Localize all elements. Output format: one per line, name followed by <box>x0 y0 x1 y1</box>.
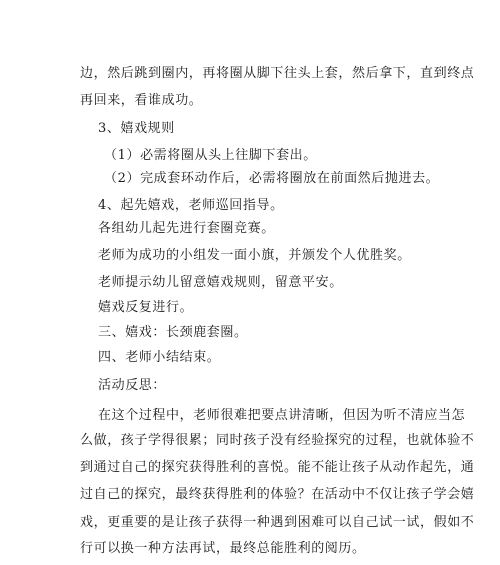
text-line: 嬉戏反复进行。 <box>98 300 194 315</box>
rule-item: （1）必需将圈从头上往脚下套出。 <box>104 148 317 163</box>
section-heading: 4、起先嬉戏，老师巡回指导。 <box>98 198 284 213</box>
text-line: 再回来，看谁成功。 <box>80 93 203 108</box>
text-line: 老师为成功的小组发一面小旗，并颁发个人优胜奖。 <box>98 248 411 263</box>
section-heading: 活动反思： <box>98 378 167 393</box>
section-heading: 三、嬉戏：长颈鹿套圈。 <box>98 325 248 340</box>
rule-item: （2）完成套环动作后，必需将圈放在前面然后抛进去。 <box>104 171 440 186</box>
text-line: 老师提示幼儿留意嬉戏规则，留意平安。 <box>98 275 343 290</box>
text-line: 在这个过程中，老师很难把要点讲清晰，但因为听不清应当怎 <box>98 408 466 423</box>
text-line: 过自己的探究，最终获得胜利的体验？在活动中不仅让孩子学会嬉 <box>80 487 475 502</box>
text-line: 到通过自己的探究获得胜利的喜悦。能不能让孩子从动作起先，通 <box>80 460 475 475</box>
text-line: 行可以换一种方法再试，最终总能胜利的阅历。 <box>80 541 366 556</box>
text-line: 么做，孩子学得很累；同时孩子没有经验探究的过程，也就体验不 <box>80 433 475 448</box>
text-line: 戏，更重要的是让孩子获得一种遇到困难可以自己试一试，假如不 <box>80 515 475 530</box>
section-heading: 3、嬉戏规则 <box>98 121 175 136</box>
section-heading: 四、老师小结结束。 <box>98 350 221 365</box>
text-line: 各组幼儿起先进行套圈竞赛。 <box>98 221 275 236</box>
text-line: 边，然后跳到圈内，再将圈从脚下往头上套，然后拿下，直到终点 <box>80 66 475 81</box>
